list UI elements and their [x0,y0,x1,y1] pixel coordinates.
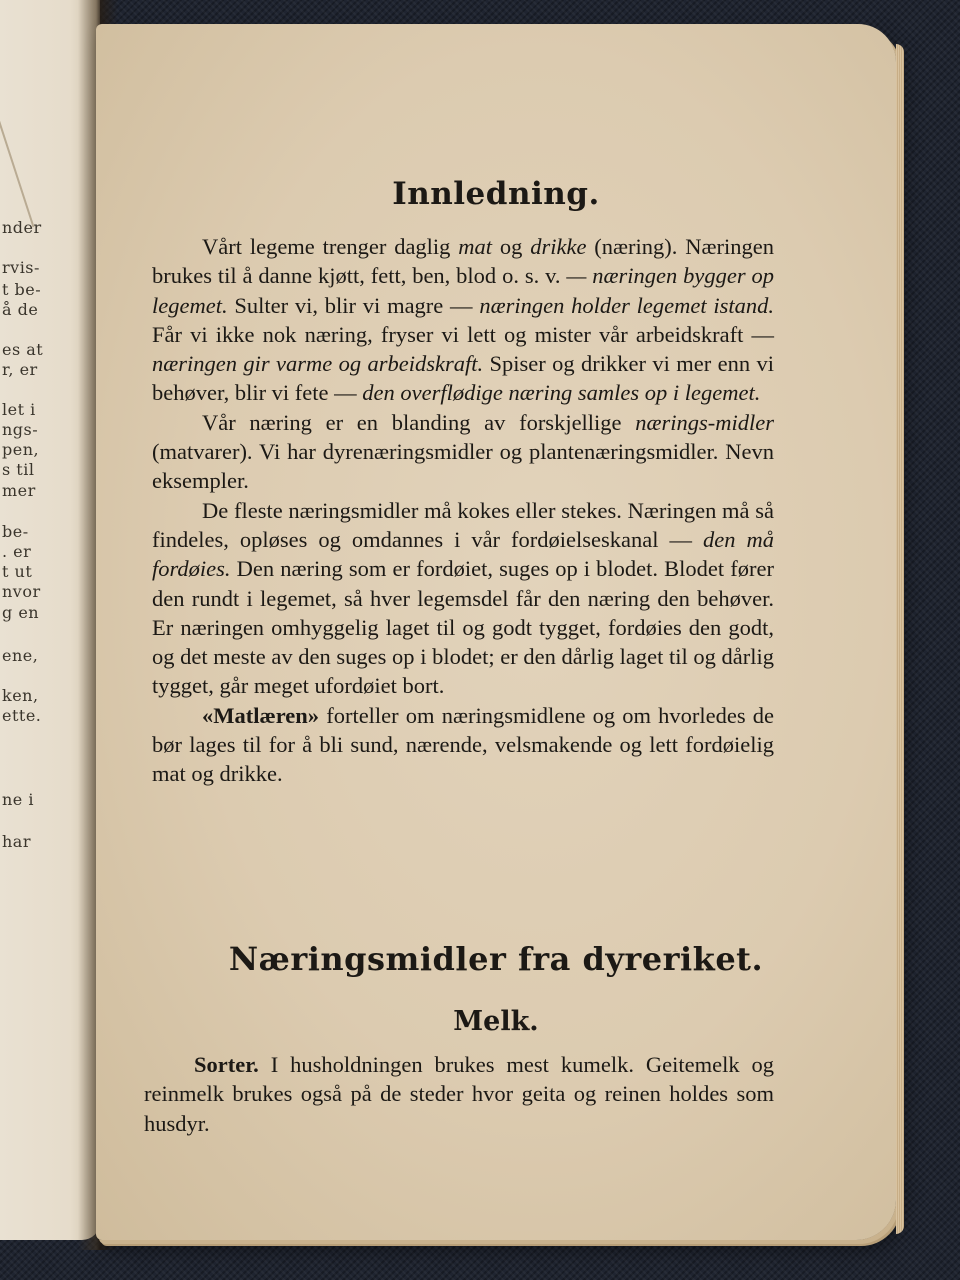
left-fragment: t ut [2,562,33,581]
left-fragment: pen, [2,440,40,459]
intro-text [152,232,774,789]
text-run: (næring). Næringen brukes til å danne kjøtt, fett, ben, blod o. s. v. [152,234,774,289]
left-fragment: rvis- [2,258,40,277]
italic-run: den må fordøies. [152,526,774,582]
left-fragment: nder [2,218,42,237]
left-fragment: ene, [2,646,39,665]
italic-run: nærings-midler [635,409,774,435]
text-run: og [492,234,531,259]
intro-paragraph-1 [152,232,774,408]
text-run: Vårt legeme trenger daglig [202,234,459,259]
text-run: I husholdningen brukes mest kumelk. Geitemelk og reinmelk brukes også på de steder hvor geita og reinen holdes som husdyr. [144,1052,774,1136]
text-run: Får vi ikke nok næring, fryser vi lett og mister vår arbeidskraft — [152,321,774,347]
intro-paragraph-3 [152,496,774,701]
text-run: Den næring som er fordøiet, suges op i blodet. Blodet fører den rundt i legemet, så hver legemsdel får den næring den behøver. Er næringen omhyggelig laget til og godt tygget, fordøies den godt, og det meste av den suges op i blodet; er den dårlig laget til og dårlig tygget, går meget ufordøiet bort. [152,556,774,699]
left-fragment: s til [2,460,35,479]
text-run: Spiser og drikker vi mer enn vi behøver, blir vi fete — [152,351,774,406]
italic-run: den overflødige næring samles op i legemet. [362,380,761,406]
bold-run: «Matlæren» [202,702,320,728]
intro-title: Innledning. [392,176,600,212]
intro-paragraph-4 [152,701,774,789]
section-text [144,1050,774,1138]
left-fragment: å de [2,300,39,319]
left-fragment: r, er [2,360,38,379]
intro-paragraph-2 [152,408,774,496]
left-fragment: t be- [2,280,42,299]
text-run: De fleste næringsmidler må kokes eller stekes. Næringen må så findeles, opløses og omdannes i vår fordøielseskanal — [152,497,774,552]
left-fragment: be- [2,522,29,541]
italic-run: — næringen bygger op legemet. [152,263,774,318]
text-run: Sulter vi, blir vi magre — [227,292,480,318]
left-fragment: mer [2,481,36,500]
section-subtitle: Melk. [453,1006,539,1037]
page-edge [896,44,904,1234]
italic-run: mat [458,234,493,259]
left-fragment: let i [2,400,36,419]
book-page [96,24,896,1240]
italic-run: næringen gir varme og arbeidskraft. [152,351,484,377]
text-run: Vår næring er en blanding av forskjellige [202,409,636,435]
left-fragment: ken, [2,686,39,705]
left-fragment: . er [2,542,32,561]
italic-run: næringen holder legemet istand. [479,292,774,318]
left-fragment: nvor [2,582,41,601]
left-fragment: g en [2,603,40,622]
page-tear [0,113,34,228]
left-fragment: ette. [2,706,42,725]
text-run: (matvarer). Vi har dyrenæringsmidler og plantenæringsmidler. Nevn eksempler. [152,439,774,494]
left-fragment: har [2,832,31,851]
left-fragment: ne i [2,790,34,809]
text-run: forteller om næringsmidlene og om hvorledes de bør lages til for å bli sund, nærende, velsmakende og lett fordøielig mat og drikke. [152,702,774,787]
italic-run: drikke [530,234,587,259]
left-fragment: ngs- [2,420,39,439]
bold-run: Sorter. [194,1052,259,1077]
left-fragment: es at [2,340,44,359]
section-title: Næringsmidler fra dyreriket. [228,940,764,978]
section-paragraph-1 [144,1050,774,1138]
